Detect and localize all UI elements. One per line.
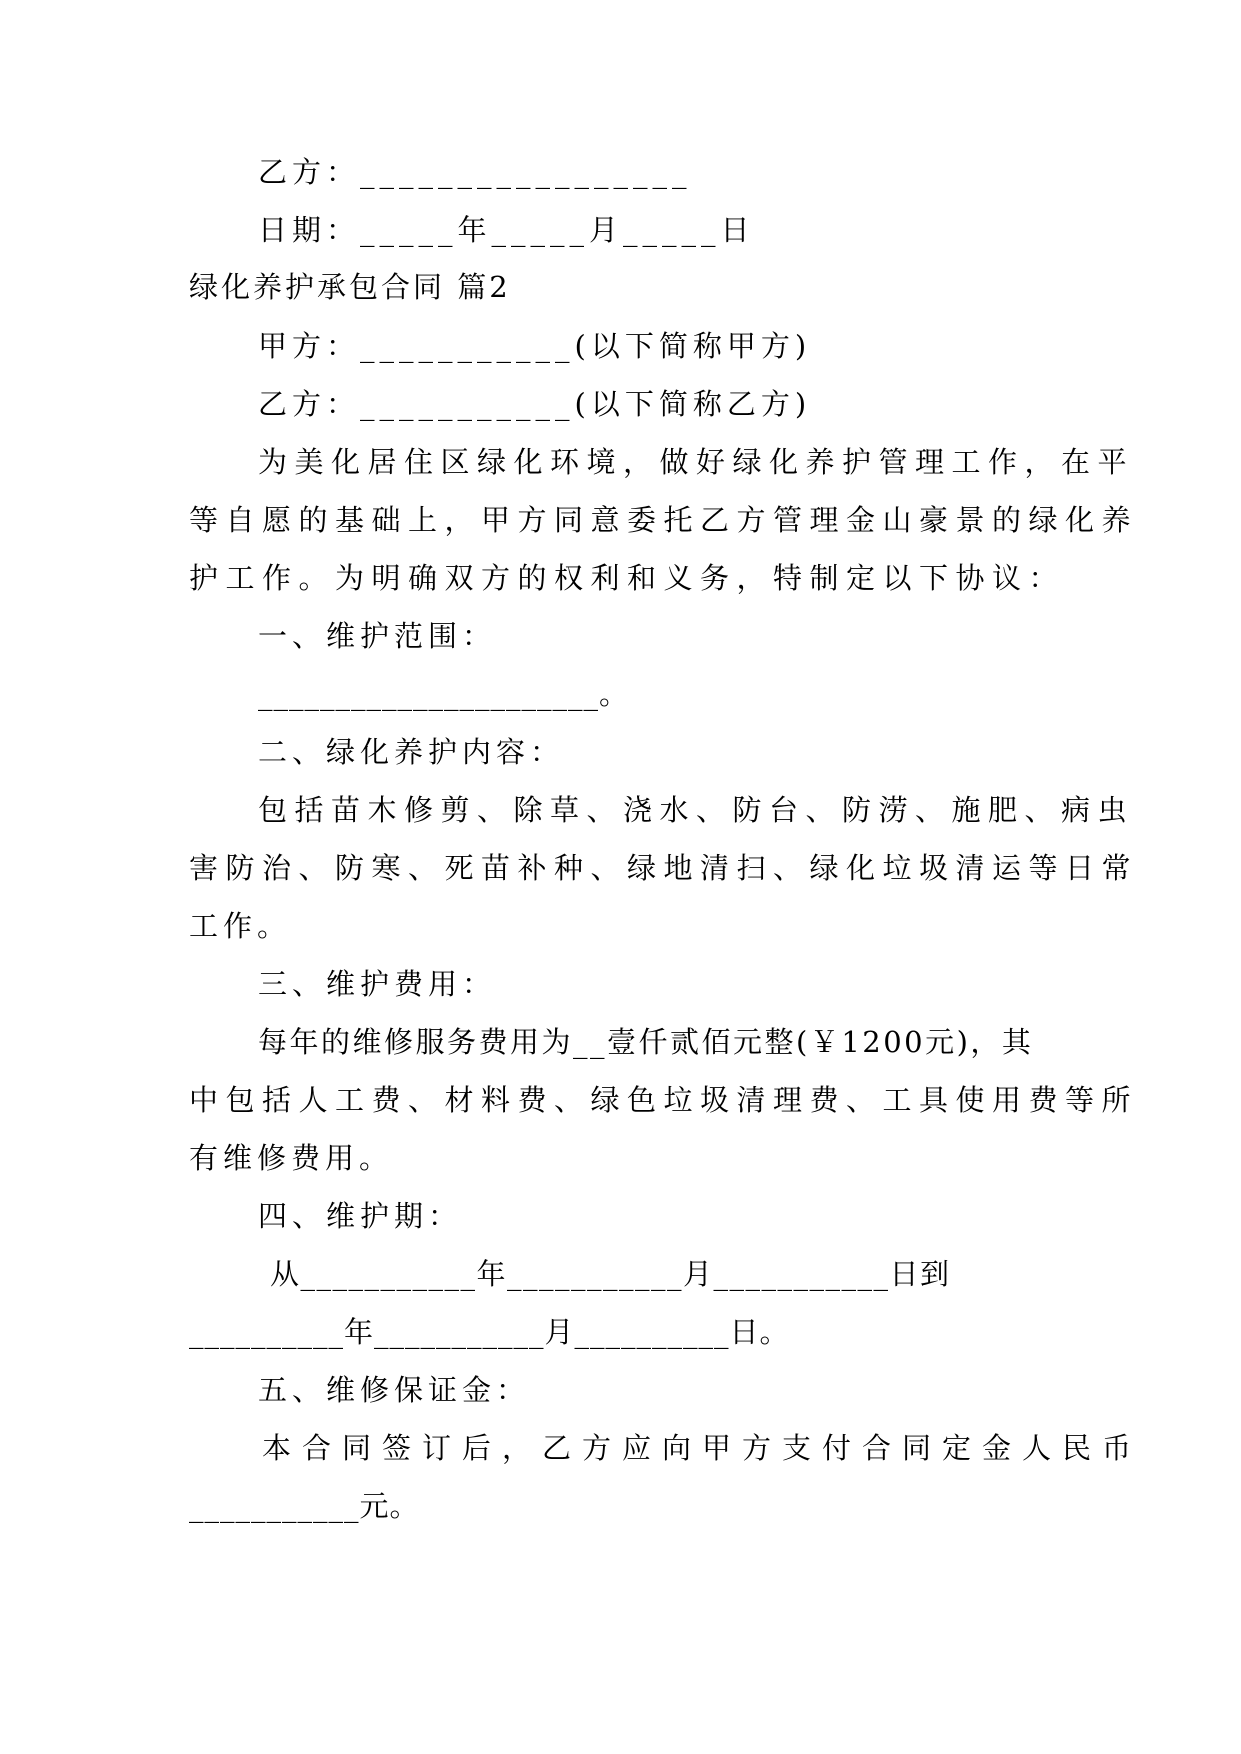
clause-5-heading: 五、维修保证金： [258, 1373, 531, 1407]
clause-5-text-line-2: ___________元。 [189, 1489, 420, 1523]
paragraph-intro-line-3: 护工作。为明确双方的权利和义务，特制定以下协议： [189, 561, 1066, 595]
clause-2-text-line-1: 包括苗木修剪、除草、浇水、防台、防涝、施肥、病虫 [258, 793, 1135, 827]
clause-3-text-line-2: 中包括人工费、材料费、绿色垃圾清理费、工具使用费等所 [189, 1083, 1139, 1117]
paragraph-intro-line-2: 等自愿的基础上，甲方同意委托乙方管理金山豪景的绿化养 [189, 503, 1139, 537]
clause-3-text-line-1: 每年的维修服务费用为__壹仟贰佰元整(￥1200元)，其 [258, 1025, 1034, 1059]
party-b-signature-line: 乙方：_________________ [258, 155, 692, 189]
clause-2-text-line-2: 害防治、防寒、死苗补种、绿地清扫、绿化垃圾清运等日常 [189, 851, 1139, 885]
clause-2-text-line-3: 工作。 [189, 909, 292, 943]
party-a-line: 甲方：___________(以下简称甲方) [258, 329, 812, 363]
clause-4-heading: 四、维护期： [258, 1199, 463, 1233]
clause-3-heading: 三、维护费用： [258, 967, 497, 1001]
clause-1-blank: ______________________。 [258, 677, 630, 711]
party-b-line: 乙方：___________(以下简称乙方) [258, 387, 812, 421]
clause-4-date-line-1: 从___________年___________月___________日到 [270, 1257, 951, 1291]
clause-4-date-line-2: __________年___________月__________日。 [189, 1315, 790, 1349]
clause-3-text-line-3: 有维修费用。 [189, 1141, 394, 1175]
clause-1-heading: 一、维护范围： [258, 619, 497, 653]
clause-2-heading: 二、绿化养护内容： [258, 735, 565, 769]
paragraph-intro-line-1: 为美化居住区绿化环境，做好绿化养护管理工作，在平 [258, 445, 1135, 479]
clause-5-text-line-1: 本合同签订后，乙方应向甲方支付合同定金人民币 [262, 1431, 1143, 1465]
section-title: 绿化养护承包合同 篇2 [189, 270, 511, 304]
date-signature-line: 日期：_____年_____月_____日 [258, 213, 755, 247]
